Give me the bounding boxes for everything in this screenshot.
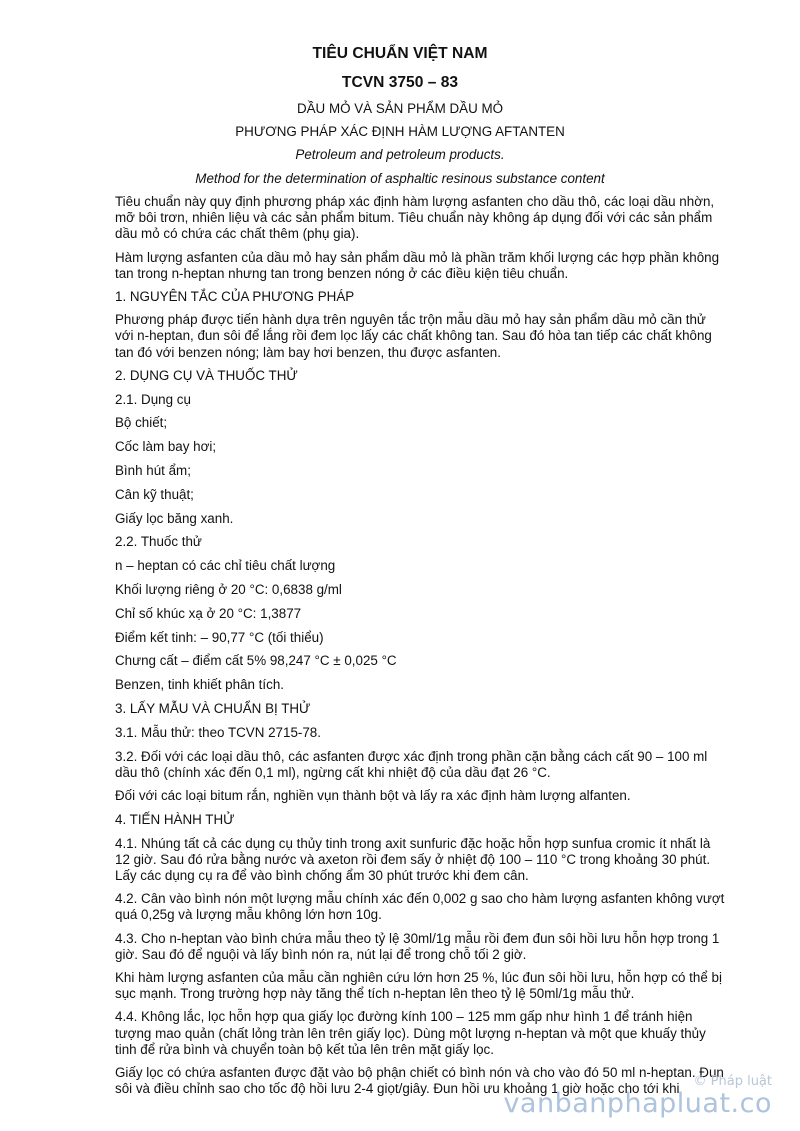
- document-title: TIÊU CHUẨN VIỆT NAM: [312, 45, 488, 62]
- section-heading-1: 1. NGUYÊN TẮC CỦA PHƯƠNG PHÁP: [115, 289, 355, 305]
- paragraph-bitumen: Đối với các loại bitum rắn, nghiền vụn thành bột và lấy ra xác định hàm lượng alfanten.: [115, 787, 631, 803]
- subsection-4-3: 4.3. Cho n-heptan vào bình chứa mẫu theo tỷ lệ 30ml/1g mẫu rồi đem đun sôi hồi lưu hỗn hợp trong 1 giờ. Sau đó để nguội và lấy bình nón ra, nút lại để trong chỗ tối 2 giờ.: [115, 930, 720, 962]
- section-heading-4: 4. TIẾN HÀNH THỬ: [115, 811, 235, 827]
- list-item: Chỉ số khúc xạ ở 20 °C: 1,3877: [115, 605, 302, 621]
- list-item: Bộ chiết;: [115, 415, 168, 431]
- list-item: Benzen, tinh khiết phân tích.: [115, 677, 284, 693]
- subsection-4-1: 4.1. Nhúng tất cả các dụng cụ thủy tinh trong axit sunfuric đặc hoặc hỗn hợp sunfua cromic ít nhất là 12 giờ. Sau đó rửa bằng nước và axeton rồi đem sấy ở nhiệt độ 100 – 110 °C trong khoảng 30 phút. Lấy các dụng cụ ra để vào bình chống ẩm 30 phút trước khi đem cân.: [115, 835, 711, 883]
- document-subtitle-vi-1: DẦU MỎ VÀ SẢN PHẨM DẦU MỎ: [296, 101, 504, 116]
- subsection-heading-2-2: 2.2. Thuốc thử: [115, 534, 202, 550]
- section-heading-3: 3. LẤY MẪU VÀ CHUẨN BỊ THỬ: [115, 700, 311, 716]
- paragraph-scope: Tiêu chuẩn này quy định phương pháp xác định hàm lượng asfanten cho dầu thô, các loại dầu nhờn, mỡ bôi trơn, nhiên liệu và các sản phẩm bitum. Tiêu chuẩn này không áp dụng đối với các sản phẩm dầu mỏ có chứa các chất thêm (phụ gia).: [115, 194, 715, 242]
- paragraph-extraction: Giấy lọc có chứa asfanten được đặt vào bộ phận chiết có bình nón và cho vào đó 50 ml n-heptan. Đun sôi và điều chỉnh sao cho tốc độ hồi lưu 2-4 giọt/giây. Đun hồi ưu khoảng 1 giờ hoặc cho tới khi: [115, 1065, 724, 1097]
- list-item: Cân kỹ thuật;: [115, 486, 194, 502]
- watermark-caption: © Pháp luật: [693, 1074, 772, 1089]
- document-subtitle-vi-2: PHƯƠNG PHÁP XÁC ĐỊNH HÀM LƯỢNG AFTANTEN: [235, 124, 565, 139]
- section-heading-2: 2. DỤNG CỤ VÀ THUỐC THỬ: [115, 367, 298, 383]
- list-item: Cốc làm bay hơi;: [115, 439, 217, 455]
- document-subtitle-en-1: Petroleum and petroleum products.: [295, 147, 505, 162]
- watermark-domain: vanbanphapluat.co: [503, 1088, 772, 1119]
- document-subtitle-en-2: Method for the determination of asphaltic resinous substance content: [195, 171, 605, 186]
- paragraph-definition: Hàm lượng asfanten của dầu mỏ hay sản phẩm dầu mỏ là phần trăm khối lượng các hợp phần không tan trong n-heptan nhưng tan trong benzen nóng ở các điều kiện tiêu chuẩn.: [115, 249, 720, 281]
- paragraph-high-asphaltene: Khi hàm lượng asfanten của mẫu cần nghiên cứu lớn hơn 25 %, lúc đun sôi hồi lưu, hỗn hợp có thể bị sục mạnh. Trong trường hợp này tăng thể tích n-heptan lên theo tỷ lệ 50ml/1g mẫu thử.: [115, 970, 722, 1002]
- paragraph-principle: Phương pháp được tiến hành dựa trên nguyên tắc trộn mẫu dầu mỏ hay sản phẩm dầu mỏ cần thử với n-heptan, đun sôi để lắng rồi đem lọc lấy các chất không tan. Sau đó hòa tan tiếp các chất không tan đó với benzen nóng; làm bay hơi benzen, thu được asfanten.: [115, 312, 712, 360]
- site-watermark: [503, 1074, 772, 1119]
- list-item: Điểm kết tinh: – 90,77 °C (tối thiểu): [115, 629, 324, 645]
- list-item: Bình hút ẩm;: [115, 463, 191, 479]
- document-code: TCVN 3750 – 83: [341, 74, 459, 91]
- subsection-3-1: 3.1. Mẫu thử: theo TCVN 2715-78.: [115, 724, 321, 740]
- subsection-4-2: 4.2. Cân vào bình nón một lượng mẫu chính xác đến 0,002 g sao cho hàm lượng asfanten không vượt quá 0,25g và lượng mẫu không lớn hơn 10g.: [115, 891, 725, 923]
- list-item: Giấy lọc băng xanh.: [115, 510, 234, 526]
- list-item: Khối lượng riêng ở 20 °C: 0,6838 g/ml: [115, 582, 342, 597]
- subsection-heading-2-1: 2.1. Dụng cụ: [115, 391, 191, 407]
- list-item: n – heptan có các chỉ tiêu chất lượng: [115, 558, 336, 574]
- subsection-3-2: 3.2. Đối với các loại dầu thô, các asfanten được xác định trong phần cặn bằng cách cất 90 – 100 ml dầu thô (chính xác đến 0,1 ml), ngừng cất khi nhiệt độ của dầu đạt 26 °C.: [115, 748, 708, 780]
- document-body: [115, 194, 727, 1104]
- subsection-4-4: 4.4. Không lắc, lọc hỗn hợp qua giấy lọc đường kính 100 – 125 mm gấp như hình 1 để tránh hiện tượng mao quản (chất lỏng tràn lên trên giấy lọc). Dùng một lượng n-heptan và một que khuấy thủy tinh để rửa bình và chuyển toàn bộ kết tủa lên trên mặt giấy lọc.: [115, 1009, 706, 1057]
- list-item: Chưng cất – điểm cất 5% 98,247 °C ± 0,025 °C: [115, 653, 397, 669]
